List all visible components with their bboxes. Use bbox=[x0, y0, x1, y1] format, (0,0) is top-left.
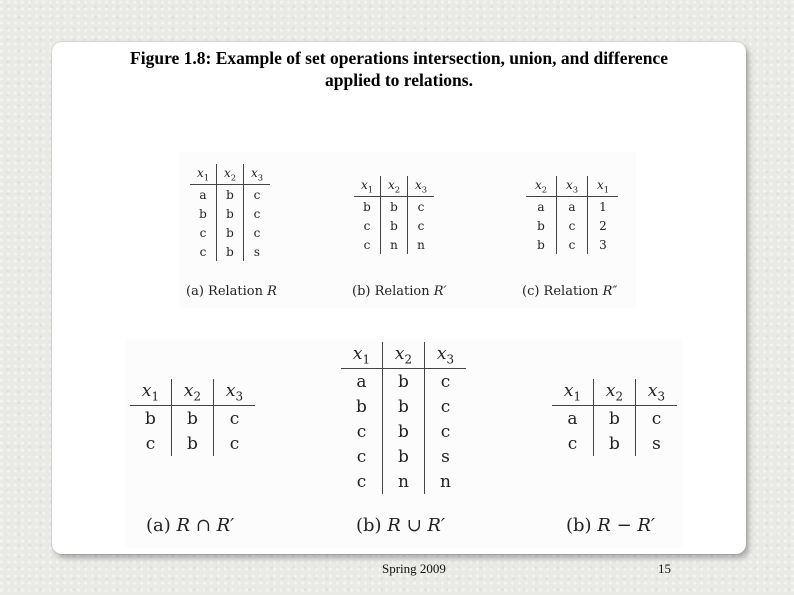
subfigure-label bbox=[566, 515, 655, 536]
table-cell: b bbox=[383, 444, 425, 469]
table-cell: b bbox=[217, 223, 244, 242]
column-header: $x_1$ bbox=[190, 164, 217, 185]
table-cell: a bbox=[537, 199, 545, 214]
table-row bbox=[354, 235, 434, 254]
table-cell: b bbox=[217, 204, 244, 223]
table-cell: c bbox=[356, 421, 367, 442]
table-cell: c bbox=[356, 471, 367, 492]
table-cell: b bbox=[145, 408, 156, 429]
table-cell: c bbox=[636, 406, 678, 432]
table-cell: n bbox=[408, 235, 435, 254]
table-cell: 2 bbox=[588, 216, 619, 235]
subfigure-label bbox=[352, 284, 446, 299]
table-cell: b bbox=[172, 406, 214, 432]
page-number: 15 bbox=[658, 561, 671, 576]
table-cell: b bbox=[537, 218, 545, 233]
table-cell: n bbox=[425, 469, 467, 494]
table-cell: c bbox=[363, 218, 371, 233]
table-cell: c bbox=[244, 204, 271, 223]
subfigure-label-prefix: (c) Relation bbox=[522, 284, 603, 299]
column-header: $x_1$ bbox=[588, 176, 619, 197]
column-header: $x_2$ bbox=[383, 342, 425, 369]
table-cell: b bbox=[383, 419, 425, 444]
table-cell: n bbox=[381, 235, 408, 254]
column-header: $x_2$ bbox=[381, 176, 408, 197]
subfigure-label bbox=[146, 515, 234, 536]
subfigure-label-math: R′ bbox=[433, 284, 447, 299]
subfigure-label-prefix: (a) bbox=[146, 515, 177, 536]
table-row bbox=[190, 242, 270, 261]
table-cell: s bbox=[425, 444, 467, 469]
table-cell: c bbox=[244, 185, 271, 205]
table-cell: a bbox=[199, 187, 207, 202]
table-row bbox=[190, 223, 270, 242]
subfigure-label-math: R − R′ bbox=[597, 515, 656, 536]
table-cell: n bbox=[383, 469, 425, 494]
table-cell: b bbox=[356, 396, 367, 417]
subfigure-label-prefix: (b) bbox=[356, 515, 388, 536]
table-row bbox=[341, 369, 466, 395]
table-row bbox=[552, 406, 677, 432]
table-cell: c bbox=[214, 431, 256, 456]
column-header: $x_1$ bbox=[341, 342, 383, 369]
table-cell: b bbox=[594, 406, 636, 432]
column-header: $x_2$ bbox=[594, 379, 636, 406]
subfigure-label-prefix: (b) bbox=[566, 515, 598, 536]
subfigure-label-math: R ∪ R′ bbox=[387, 515, 446, 536]
subfigure-label-prefix: (a) Relation bbox=[186, 284, 268, 299]
table-cell: b bbox=[199, 206, 207, 221]
table-cell: c bbox=[145, 433, 156, 454]
table-cell: c bbox=[425, 369, 467, 395]
table-cell: b bbox=[363, 199, 371, 214]
table-cell: a bbox=[356, 371, 367, 392]
relation-table bbox=[552, 379, 677, 456]
table-row bbox=[190, 185, 270, 205]
caption-line-1: Figure 1.8: Example of set operations intersection, union, and difference bbox=[130, 48, 668, 68]
column-header: $x_1$ bbox=[130, 379, 172, 406]
table-cell: b bbox=[383, 394, 425, 419]
table-cell: b bbox=[381, 197, 408, 217]
table-row bbox=[354, 216, 434, 235]
caption-line-2: applied to relations. bbox=[325, 70, 473, 90]
table-row bbox=[341, 394, 466, 419]
table-cell: s bbox=[244, 242, 271, 261]
table-row bbox=[552, 431, 677, 456]
column-header: $x_2$ bbox=[526, 176, 557, 197]
relation-table bbox=[130, 379, 255, 456]
column-header: $x_3$ bbox=[408, 176, 435, 197]
table-cell: b bbox=[217, 185, 244, 205]
table-row bbox=[190, 204, 270, 223]
table-cell: c bbox=[425, 394, 467, 419]
table-row bbox=[130, 431, 255, 456]
table-cell: b bbox=[383, 369, 425, 395]
subfigure-label-math: R ∩ R′ bbox=[176, 515, 235, 536]
table-cell: b bbox=[381, 216, 408, 235]
table-cell: b bbox=[594, 431, 636, 456]
column-header: $x_3$ bbox=[214, 379, 256, 406]
table-row bbox=[526, 216, 618, 235]
table-cell: b bbox=[537, 237, 545, 252]
table-row bbox=[526, 197, 618, 217]
relation-table bbox=[354, 176, 434, 254]
column-header: $x_2$ bbox=[217, 164, 244, 185]
table-cell: c bbox=[214, 406, 256, 432]
subfigure-label bbox=[522, 284, 617, 299]
subfigure-label-prefix: (b) Relation bbox=[352, 284, 434, 299]
table-cell: c bbox=[557, 235, 588, 254]
table-cell: b bbox=[172, 431, 214, 456]
column-header: $x_3$ bbox=[636, 379, 678, 406]
relation-table bbox=[526, 176, 618, 254]
column-header: $x_3$ bbox=[425, 342, 467, 369]
table-cell: 1 bbox=[588, 197, 619, 217]
subfigure-label bbox=[356, 515, 445, 536]
table-cell: c bbox=[363, 237, 371, 252]
column-header: $x_3$ bbox=[557, 176, 588, 197]
subfigure-label bbox=[186, 284, 277, 299]
figure-caption bbox=[52, 47, 746, 91]
table-row bbox=[341, 419, 466, 444]
table-row bbox=[341, 444, 466, 469]
table-cell: s bbox=[636, 431, 678, 456]
column-header: $x_2$ bbox=[172, 379, 214, 406]
table-cell: 3 bbox=[588, 235, 619, 254]
table-cell: c bbox=[408, 216, 435, 235]
column-header: $x_1$ bbox=[552, 379, 594, 406]
relation-table bbox=[341, 342, 466, 494]
column-header: $x_3$ bbox=[244, 164, 271, 185]
table-cell: c bbox=[557, 216, 588, 235]
table-cell: c bbox=[425, 419, 467, 444]
table-row bbox=[341, 469, 466, 494]
subfigure-label-math: R″ bbox=[602, 284, 618, 299]
relation-table bbox=[190, 164, 270, 261]
table-row bbox=[130, 406, 255, 432]
table-cell: c bbox=[199, 225, 207, 240]
footer-date: Spring 2009 bbox=[382, 561, 446, 576]
column-header: $x_1$ bbox=[354, 176, 381, 197]
table-cell: a bbox=[557, 197, 588, 217]
table-cell: c bbox=[199, 244, 207, 259]
table-cell: c bbox=[567, 433, 578, 454]
table-cell: a bbox=[567, 408, 578, 429]
table-cell: c bbox=[356, 446, 367, 467]
subfigure-label-math: R bbox=[267, 284, 277, 299]
table-row bbox=[526, 235, 618, 254]
table-cell: c bbox=[408, 197, 435, 217]
table-cell: b bbox=[217, 242, 244, 261]
table-cell: c bbox=[244, 223, 271, 242]
table-row bbox=[354, 197, 434, 217]
